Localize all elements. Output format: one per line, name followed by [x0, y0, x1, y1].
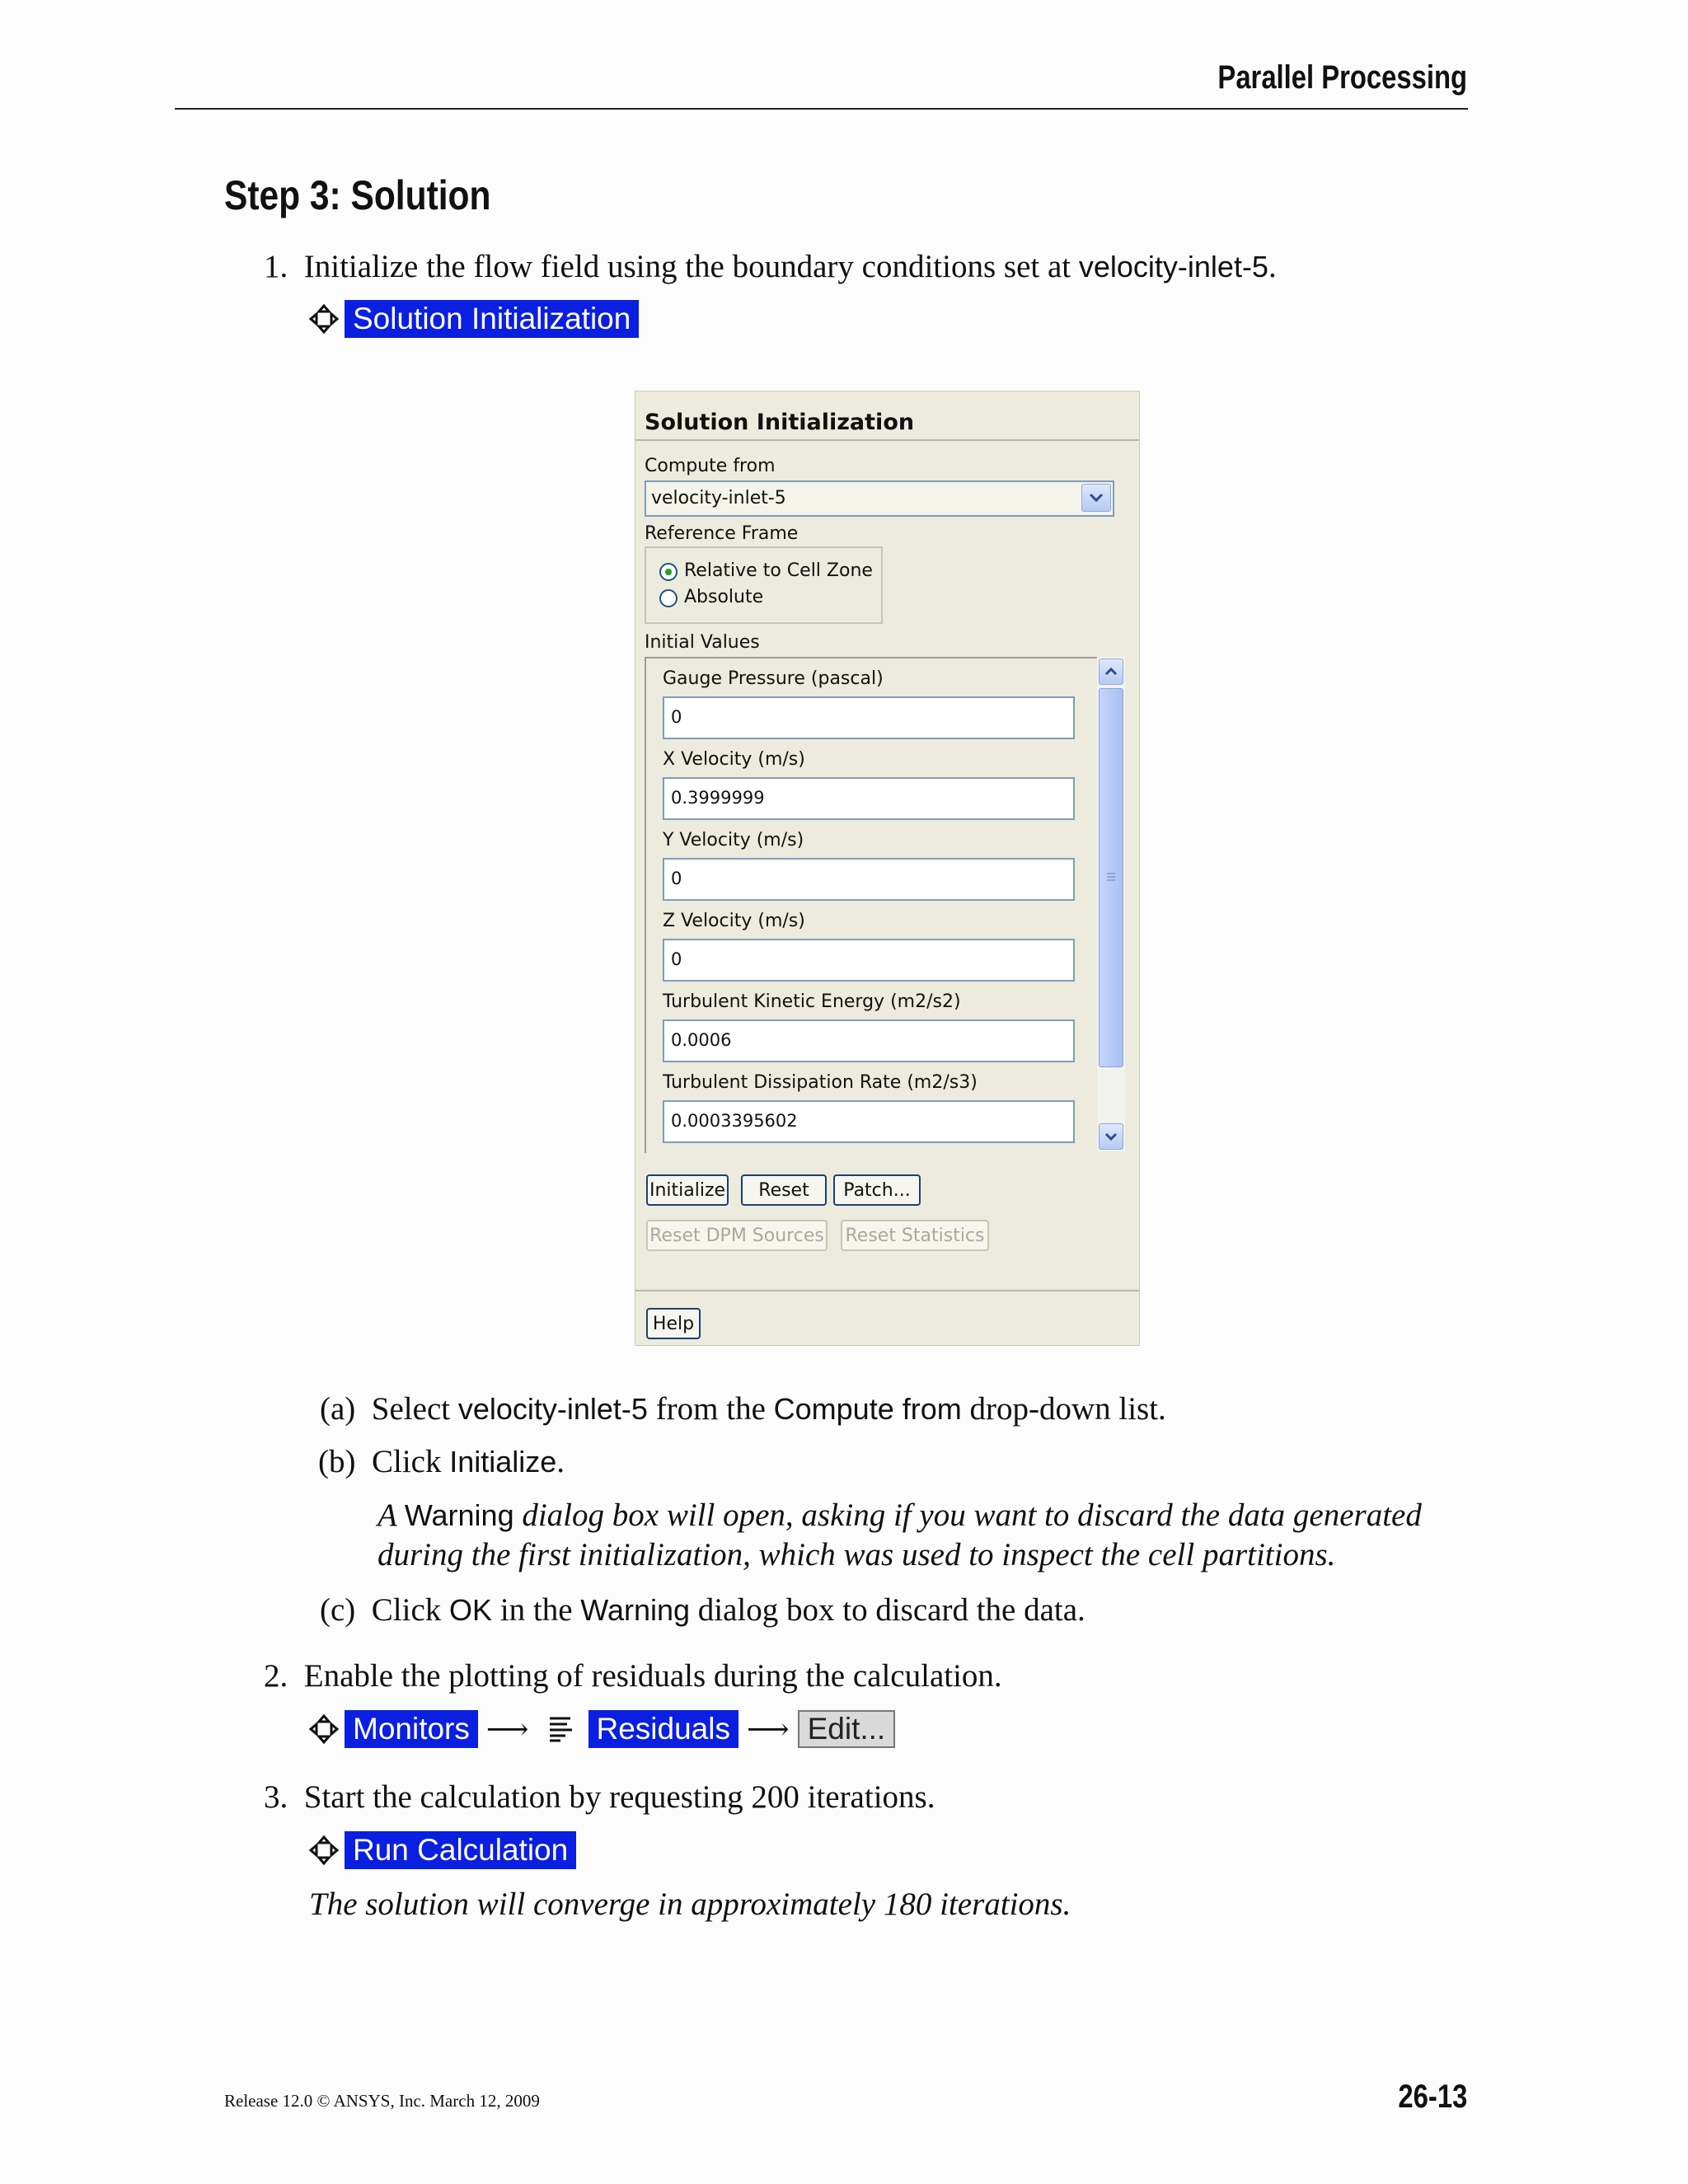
y-velocity-input[interactable]: [663, 858, 1075, 901]
navigation-pane-icon: [307, 302, 341, 336]
sub-step-a: (a) Select velocity-inlet-5 from the Compute from drop-down list.: [320, 1391, 1166, 1427]
reset-dpm-sources-button[interactable]: Reset DPM Sources: [646, 1220, 828, 1251]
chevron-down-icon[interactable]: [1081, 484, 1111, 512]
initialize-button[interactable]: Initialize: [646, 1174, 729, 1206]
page-number: 26-13: [1398, 2079, 1467, 2115]
header-rule: [175, 108, 1468, 110]
radio-relative-to-cell-zone[interactable]: [659, 563, 678, 581]
nav-path-1: [307, 300, 639, 338]
field-label: Gauge Pressure (pascal): [663, 668, 884, 689]
title-divider: [635, 439, 1139, 441]
footer-divider: [635, 1290, 1139, 1291]
list-item-3: 3. Start the calculation by requesting 200 iterations.: [264, 1779, 935, 1815]
field-label: Turbulent Kinetic Energy (m2/s2): [663, 991, 961, 1012]
z-velocity-input[interactable]: [663, 939, 1075, 982]
reference-frame-group: [645, 546, 883, 624]
field-label: X Velocity (m/s): [663, 749, 805, 770]
running-header: Parallel Processing: [1217, 59, 1467, 96]
arrow-right-icon: ⟶: [746, 1713, 790, 1746]
term: Warning: [580, 1593, 691, 1627]
compute-from-label: Compute from: [645, 456, 776, 476]
arrow-right-icon: ⟶: [485, 1713, 529, 1746]
item-number: 2.: [264, 1658, 288, 1694]
scroll-up-arrow-icon[interactable]: [1099, 658, 1123, 685]
navigation-pane-icon: [307, 1833, 341, 1868]
compute-from-dropdown[interactable]: [645, 480, 1114, 517]
patch-button[interactable]: Patch...: [833, 1174, 921, 1206]
field-label: Z Velocity (m/s): [663, 911, 805, 931]
monitors-link[interactable]: Monitors: [345, 1710, 478, 1748]
navigation-pane-icon: [307, 1712, 341, 1746]
initial-values-panel: [645, 657, 1105, 1153]
term: Initialize: [449, 1445, 557, 1479]
radio-absolute[interactable]: [659, 589, 678, 607]
run-calculation-link[interactable]: Run Calculation: [345, 1831, 576, 1869]
sub-step-c: (c) Click OK in the Warning dialog box to discard the data.: [320, 1592, 1085, 1628]
list-item-1: 1. Initialize the flow field using the boundary conditions set at velocity-inlet-5.: [264, 249, 1277, 284]
turbulent-dissipation-rate-input[interactable]: [663, 1100, 1075, 1143]
item-3-note: The solution will converge in approximately 180 iterations.: [309, 1886, 1071, 1922]
help-button[interactable]: Help: [646, 1308, 701, 1339]
solution-initialization-dialog: [635, 391, 1140, 1346]
compute-from-value: velocity-inlet-5: [651, 488, 786, 509]
item-number: 3.: [264, 1779, 288, 1815]
field-label: Turbulent Dissipation Rate (m2/s3): [663, 1072, 978, 1093]
turbulent-kinetic-energy-input[interactable]: [663, 1019, 1075, 1062]
list-item-2: 2. Enable the plotting of residuals during the calculation.: [264, 1658, 1002, 1694]
nav-path-3: [307, 1831, 576, 1869]
sub-step-b-note-line-1: A Warning dialog box will open, asking if you want to discard the data generated: [377, 1497, 1422, 1533]
sub-step-b: (b) Click Initialize.: [318, 1444, 565, 1479]
nav-path-2: [307, 1710, 895, 1748]
radio-relative-label: Relative to Cell Zone: [684, 560, 873, 581]
edit-button[interactable]: Edit...: [798, 1710, 896, 1748]
term: OK: [449, 1593, 493, 1627]
step-heading: Step 3: Solution: [224, 172, 491, 218]
scroll-down-arrow-icon[interactable]: [1099, 1123, 1123, 1150]
sub-step-b-note-line-2: during the first initialization, which was used to inspect the cell partitions.: [377, 1537, 1336, 1572]
residuals-link[interactable]: Residuals: [588, 1710, 738, 1748]
reset-button[interactable]: Reset: [741, 1174, 827, 1206]
term: velocity-inlet-5: [457, 1392, 648, 1426]
list-tree-icon: [547, 1715, 575, 1743]
field-label: Y Velocity (m/s): [663, 830, 804, 851]
vertical-scrollbar[interactable]: [1097, 657, 1125, 1151]
footer-release: Release 12.0 © ANSYS, Inc. March 12, 2009: [224, 2091, 540, 2111]
reset-statistics-button[interactable]: Reset Statistics: [841, 1220, 989, 1251]
scrollbar-thumb[interactable]: [1099, 688, 1123, 1067]
term: Warning: [404, 1498, 514, 1532]
reference-frame-label: Reference Frame: [645, 523, 799, 544]
x-velocity-input[interactable]: [663, 777, 1075, 820]
term: velocity-inlet-5: [1078, 250, 1268, 284]
term: Compute from: [773, 1392, 962, 1426]
dialog-title: Solution Initialization: [645, 410, 915, 435]
radio-absolute-label: Absolute: [684, 587, 764, 607]
gauge-pressure-input[interactable]: [663, 696, 1075, 739]
initial-values-label: Initial Values: [645, 632, 760, 653]
item-number: 1.: [264, 249, 288, 284]
solution-initialization-link[interactable]: Solution Initialization: [345, 300, 639, 338]
